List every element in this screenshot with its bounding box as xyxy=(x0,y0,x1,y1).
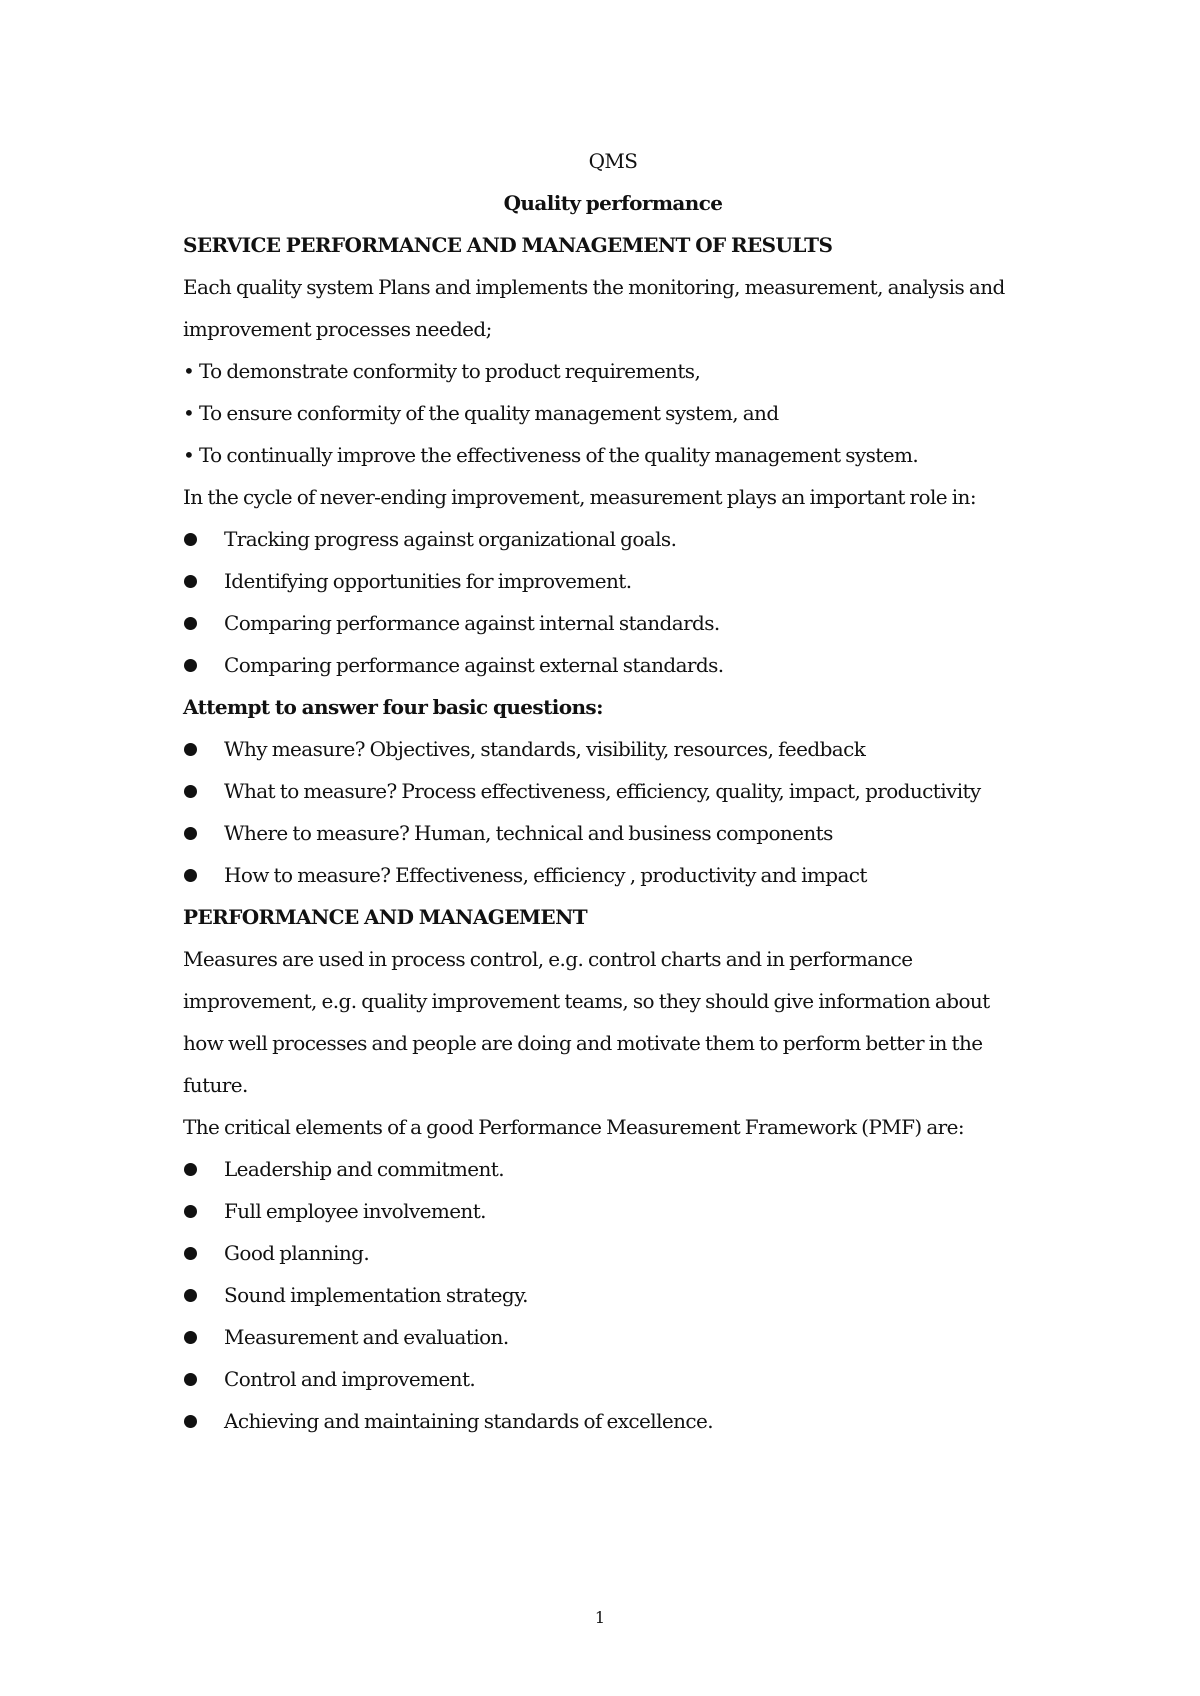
dot-item: • To continually improve the effectiveness of the quality management system. xyxy=(183,443,919,467)
paragraph-line: Measures are used in process control, e.g. control charts and in performance xyxy=(183,947,913,971)
bullet-icon xyxy=(184,1247,197,1260)
list-item-text: Why measure? Objectives, standards, visibility, resources, feedback xyxy=(224,737,866,761)
bullet-icon xyxy=(184,827,197,840)
list-item-text: Comparing performance against external standards. xyxy=(224,653,724,677)
list-item-text: How to measure? Effectiveness, efficiency , productivity and impact xyxy=(224,863,867,887)
list-item xyxy=(183,1274,1043,1316)
bullet-icon xyxy=(184,743,197,756)
list-item-text: Comparing performance against internal standards. xyxy=(224,611,720,635)
list-item xyxy=(183,854,1043,896)
bullet-icon xyxy=(184,1205,197,1218)
cycle-intro: In the cycle of never-ending improvement, measurement plays an important role in: xyxy=(183,485,976,509)
list-item-text: Measurement and evaluation. xyxy=(224,1325,509,1349)
list-item-text: Leadership and commitment. xyxy=(224,1157,504,1181)
bullet-icon xyxy=(184,1163,197,1176)
list-item xyxy=(183,1358,1043,1400)
list-item-text: Achieving and maintaining standards of excellence. xyxy=(224,1409,713,1433)
paragraph-line: how well processes and people are doing and motivate them to perform better in the xyxy=(183,1031,983,1055)
list-item xyxy=(183,1232,1043,1274)
questions-heading: Attempt to answer four basic questions: xyxy=(183,695,603,719)
list-item xyxy=(183,518,1043,560)
section-heading-performance-management: PERFORMANCE AND MANAGEMENT xyxy=(183,905,588,929)
bullet-icon xyxy=(184,1289,197,1302)
list-item-text: Full employee involvement. xyxy=(224,1199,486,1223)
list-item-text: Control and improvement. xyxy=(224,1367,476,1391)
list-item xyxy=(183,644,1043,686)
bullet-icon xyxy=(184,659,197,672)
list-item xyxy=(183,1316,1043,1358)
section-heading-service-performance: SERVICE PERFORMANCE AND MANAGEMENT OF RESULTS xyxy=(183,233,833,257)
document-title: QMS xyxy=(588,149,638,173)
list-item xyxy=(183,602,1043,644)
document-subtitle: Quality performance xyxy=(503,191,723,215)
list-item xyxy=(183,728,1043,770)
list-item xyxy=(183,1190,1043,1232)
page-content xyxy=(183,140,1043,1442)
bullet-icon xyxy=(184,575,197,588)
bullet-icon xyxy=(184,1415,197,1428)
list-item xyxy=(183,812,1043,854)
bullet-icon xyxy=(184,1373,197,1386)
list-item xyxy=(183,1400,1043,1442)
dot-item: • To ensure conformity of the quality management system, and xyxy=(183,401,779,425)
list-item-text: Good planning. xyxy=(224,1241,370,1265)
list-item-text: What to measure? Process effectiveness, efficiency, quality, impact, productivity xyxy=(224,779,981,803)
list-item xyxy=(183,1148,1043,1190)
bullet-icon xyxy=(184,617,197,630)
intro-line: improvement processes needed; xyxy=(183,317,492,341)
list-item-text: Identifying opportunities for improvement. xyxy=(224,569,632,593)
pmf-intro: The critical elements of a good Performance Measurement Framework (PMF) are: xyxy=(183,1115,964,1139)
paragraph-line: future. xyxy=(183,1073,248,1097)
list-item-text: Sound implementation strategy. xyxy=(224,1283,528,1307)
bullet-icon xyxy=(184,785,197,798)
list-item xyxy=(183,560,1043,602)
paragraph-line: improvement, e.g. quality improvement teams, so they should give information about xyxy=(183,989,990,1013)
list-item-text: Tracking progress against organizational goals. xyxy=(224,527,677,551)
bullet-icon xyxy=(184,1331,197,1344)
dot-item: • To demonstrate conformity to product requirements, xyxy=(183,359,701,383)
page-number: 1 xyxy=(594,1608,606,1627)
list-item-text: Where to measure? Human, technical and business components xyxy=(224,821,833,845)
bullet-icon xyxy=(184,869,197,882)
bullet-icon xyxy=(184,533,197,546)
list-item xyxy=(183,770,1043,812)
intro-line: Each quality system Plans and implements the monitoring, measurement, analysis and xyxy=(183,275,1005,299)
